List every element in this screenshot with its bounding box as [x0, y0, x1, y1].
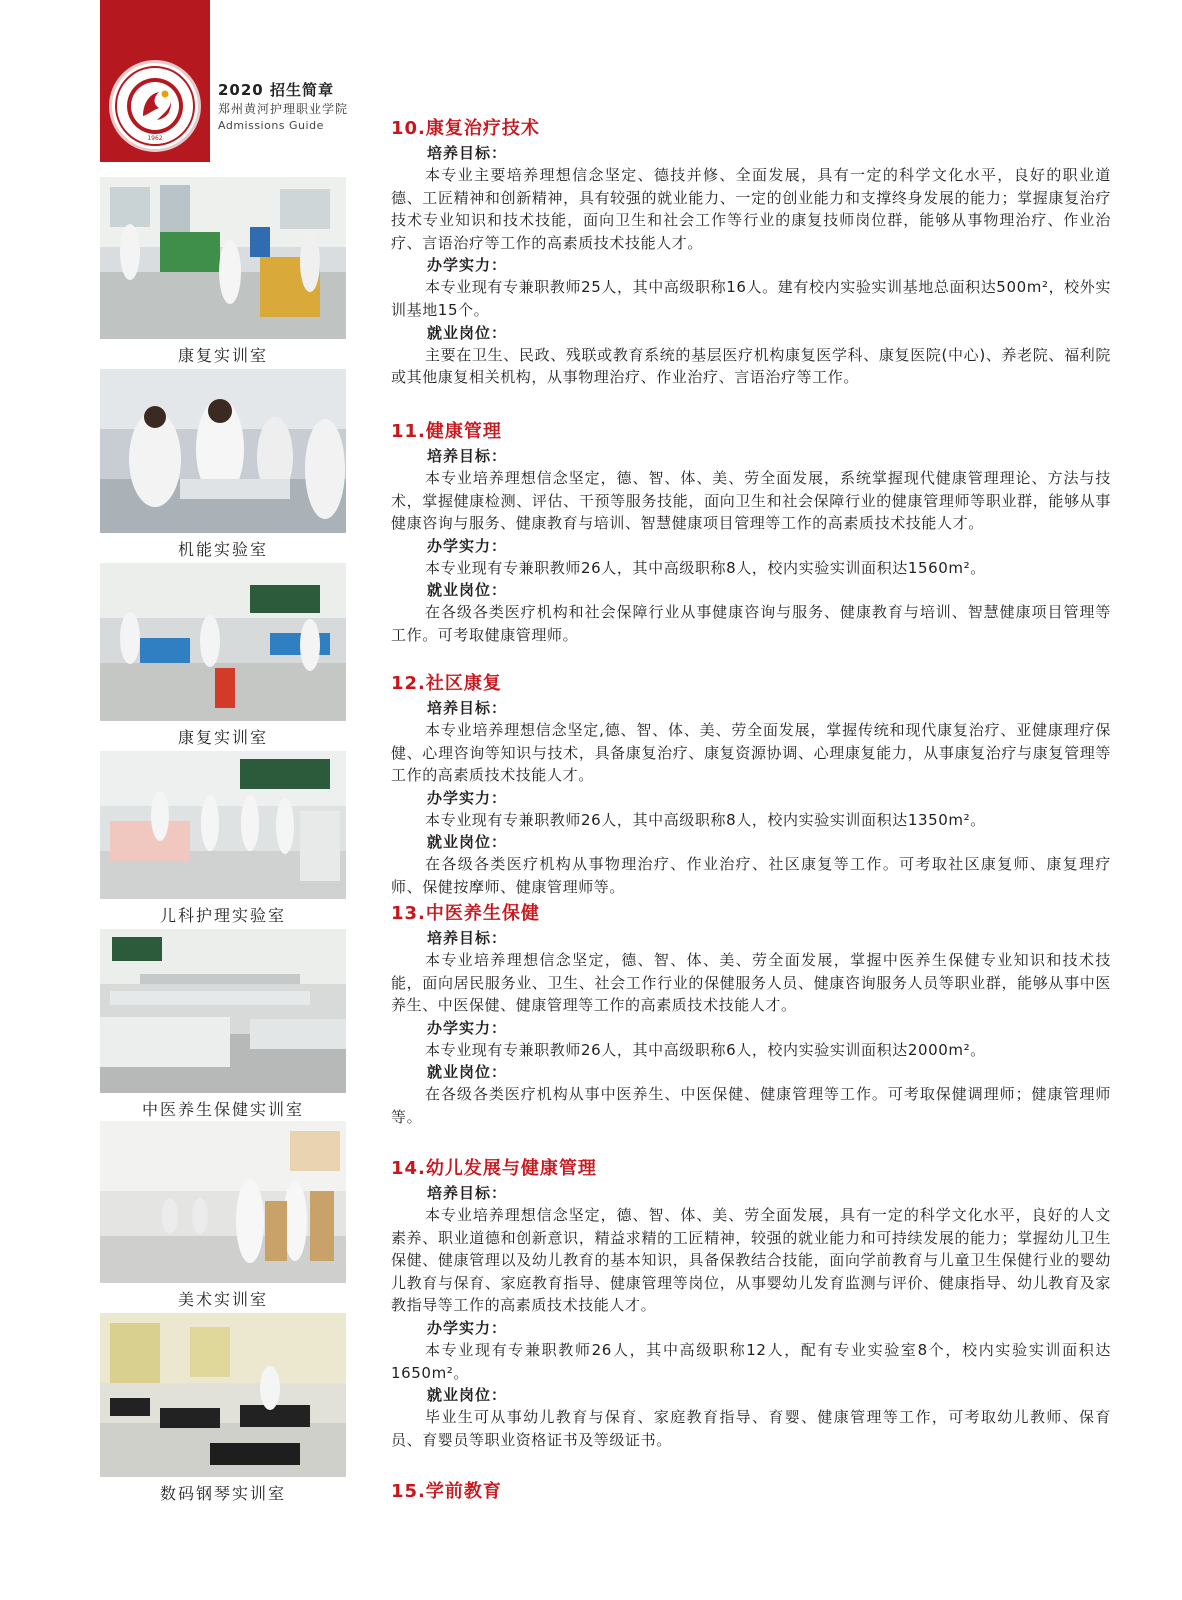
training-goal-label: 培养目标： [427, 144, 508, 162]
school-logo [109, 60, 201, 152]
photo-caption: 中医养生保健实训室 [141, 1100, 304, 1119]
school-strength-text: 本专业现有专兼职教师26人，其中高级职称6人，校内实验实训面积达2000m²。 [425, 1040, 986, 1059]
photo-digital-piano-room [100, 1313, 346, 1477]
photo-caption: 数码钢琴实训室 [159, 1484, 286, 1503]
photo-card [100, 369, 346, 563]
photo-card [100, 1121, 346, 1313]
training-goal-text: 本专业培养理想信念坚定，德、智、体、美、劳全面发展，具有一定的科学文化水平，良好的人文素养、职业道德和创新意识，精益求精的工匠精神，较强的就业能力和可持续发展的能力；掌握幼儿卫生保健、健康管理以及幼儿教育的基本知识，具备保教结合技能，面向学前教育与儿童卫生保健行业的婴幼儿教育与保育、家庭教育指导、健康管理等岗位，从事婴幼儿发育监测与评价、健康指导、幼儿教育及家教指导等工作的高素质技术技能人才。 [391, 1206, 1111, 1315]
employment-text: 主要在卫生、民政、残联或教育系统的基层医疗机构康复医学科、康复医院(中心)、养老院、福利院或其他康复相关机构，从事物理治疗、作业治疗、言语治疗等工作。 [391, 345, 1111, 387]
training-goal-label: 培养目标： [427, 929, 508, 947]
training-goal-text: 本专业培养理想信念坚定，德、智、体、美、劳全面发展，掌握中医养生保健专业知识和技术技能，面向居民服务业、卫生、社会工作行业的保健服务人员、健康咨询服务人员等职业群，能够从事中医养生、中医保健、健康管理等工作的高素质技术技能人才。 [391, 951, 1111, 1015]
employment-label: 就业岗位： [427, 323, 508, 342]
major-section [391, 419, 1111, 647]
section-title: 12.社区康复 [391, 673, 502, 694]
employment-text: 在各级各类医疗机构从事中医养生、中医保健、健康管理等工作。可考取保健调理师；健康管理师等。 [391, 1085, 1111, 1126]
photo-rehab-training-room [100, 177, 346, 339]
guide-subtitle: Admissions Guide [218, 119, 324, 132]
school-strength-text: 本专业现有专兼职教师25人，其中高级职称16人。建有校内实验实训基地总面积达500m²，校外实训基地15个。 [391, 278, 1111, 319]
section-title: 10.康复治疗技术 [391, 118, 540, 139]
training-goal-text: 本专业主要培养理想信念坚定、德技并修、全面发展，具有一定的科学文化水平，良好的职业道德、工匠精神和创新精神，具有较强的就业能力、一定的创业能力和支撑终身发展的能力；掌握康复治疗技术专业知识和技术技能，面向卫生和社会工作等行业的康复技师岗位群，能够从事物理治疗、作业治疗、言语治疗等工作的高素质技术技能人才。 [391, 166, 1111, 252]
school-seal-icon [113, 64, 197, 148]
employment-text: 毕业生可从事幼儿教育与保育、家庭教育指导、育婴、健康管理等工作，可考取幼儿教师、保育员、育婴员等职业资格证书及等级证书。 [391, 1408, 1111, 1449]
photo-pediatric-lab [100, 751, 346, 899]
photo-tcm-health-room [100, 929, 346, 1093]
major-section [391, 116, 1111, 389]
school-strength-text: 本专业现有专兼职教师26人，其中高级职称8人，校内实验实训面积达1350m²。 [425, 810, 986, 829]
section-title: 11.健康管理 [391, 421, 502, 442]
school-name: 郑州黄河护理职业学院 [218, 102, 349, 116]
school-strength-label: 办学实力： [427, 256, 508, 275]
photo-card [100, 751, 346, 929]
section-title: 13.中医养生保健 [391, 903, 540, 924]
header-text-block [218, 80, 348, 134]
training-goal-label: 培养目标： [427, 1184, 508, 1202]
svg-text:1962: 1962 [147, 135, 163, 142]
training-goal-text: 本专业培养理想信念坚定,德、智、体、美、劳全面发展，掌握传统和现代康复治疗、亚健康理疗保健、心理咨询等知识与技术，具备康复治疗、康复资源协调、心理康复能力，从事康复治疗与康复管理等工作的高素质技术技能人才。 [391, 721, 1111, 785]
training-goal-label: 培养目标： [427, 447, 508, 465]
section-title-preschool: 15.学前教育 [391, 1481, 502, 1502]
photo-card [100, 929, 346, 1123]
photo-function-lab [100, 369, 346, 533]
school-strength-text: 本专业现有专兼职教师26人，其中高级职称12人，配有专业实验室8个，校内实验实训面积达1650m²。 [391, 1340, 1111, 1382]
major-section [391, 1156, 1111, 1451]
photo-caption: 机能实验室 [177, 540, 268, 559]
school-strength-label: 办学实力： [427, 788, 508, 807]
major-section [391, 671, 1111, 899]
photo-card [100, 177, 346, 369]
photo-rehab-training-room-2 [100, 563, 346, 721]
training-goal-text: 本专业培养理想信念坚定，德、智、体、美、劳全面发展，系统掌握现代健康管理理论、方法与技术，掌握健康检测、评估、干预等服务技能，面向卫生和社会保障行业的健康管理师等职业群，能够从事健康咨询与服务、健康教育与培训、智慧健康项目管理等工作的高素质技术技能人才。 [391, 469, 1111, 533]
school-strength-label: 办学实力： [427, 1318, 508, 1337]
photo-caption: 康复实训室 [177, 346, 268, 365]
photo-caption: 儿科护理实验室 [159, 906, 286, 925]
photo-art-room [100, 1121, 346, 1283]
photo-caption: 美术实训室 [177, 1290, 268, 1309]
school-strength-text: 本专业现有专兼职教师26人，其中高级职称8人，校内实验实训面积达1560m²。 [425, 558, 986, 577]
employment-label: 就业岗位： [427, 581, 508, 600]
employment-label: 就业岗位： [427, 1386, 508, 1405]
major-section [391, 901, 1111, 1129]
employment-text: 在各级各类医疗机构和社会保障行业从事健康咨询与服务、健康教育与培训、智慧健康项目管理等工作。可考取健康管理师。 [391, 603, 1111, 644]
school-strength-label: 办学实力： [427, 536, 508, 555]
employment-label: 就业岗位： [427, 1063, 508, 1082]
section-title: 14.幼儿发展与健康管理 [391, 1158, 597, 1179]
training-goal-label: 培养目标： [427, 699, 508, 717]
photo-card [100, 563, 346, 751]
employment-text: 在各级各类医疗机构从事物理治疗、作业治疗、社区康复等工作。可考取社区康复师、康复理疗师、保健按摩师、健康管理师等。 [391, 855, 1111, 896]
photo-caption: 康复实训室 [177, 728, 268, 747]
school-strength-label: 办学实力： [427, 1018, 508, 1037]
employment-label: 就业岗位： [427, 833, 508, 852]
brochure-title: 2020 招生简章 [218, 81, 334, 99]
photo-card [100, 1313, 346, 1507]
